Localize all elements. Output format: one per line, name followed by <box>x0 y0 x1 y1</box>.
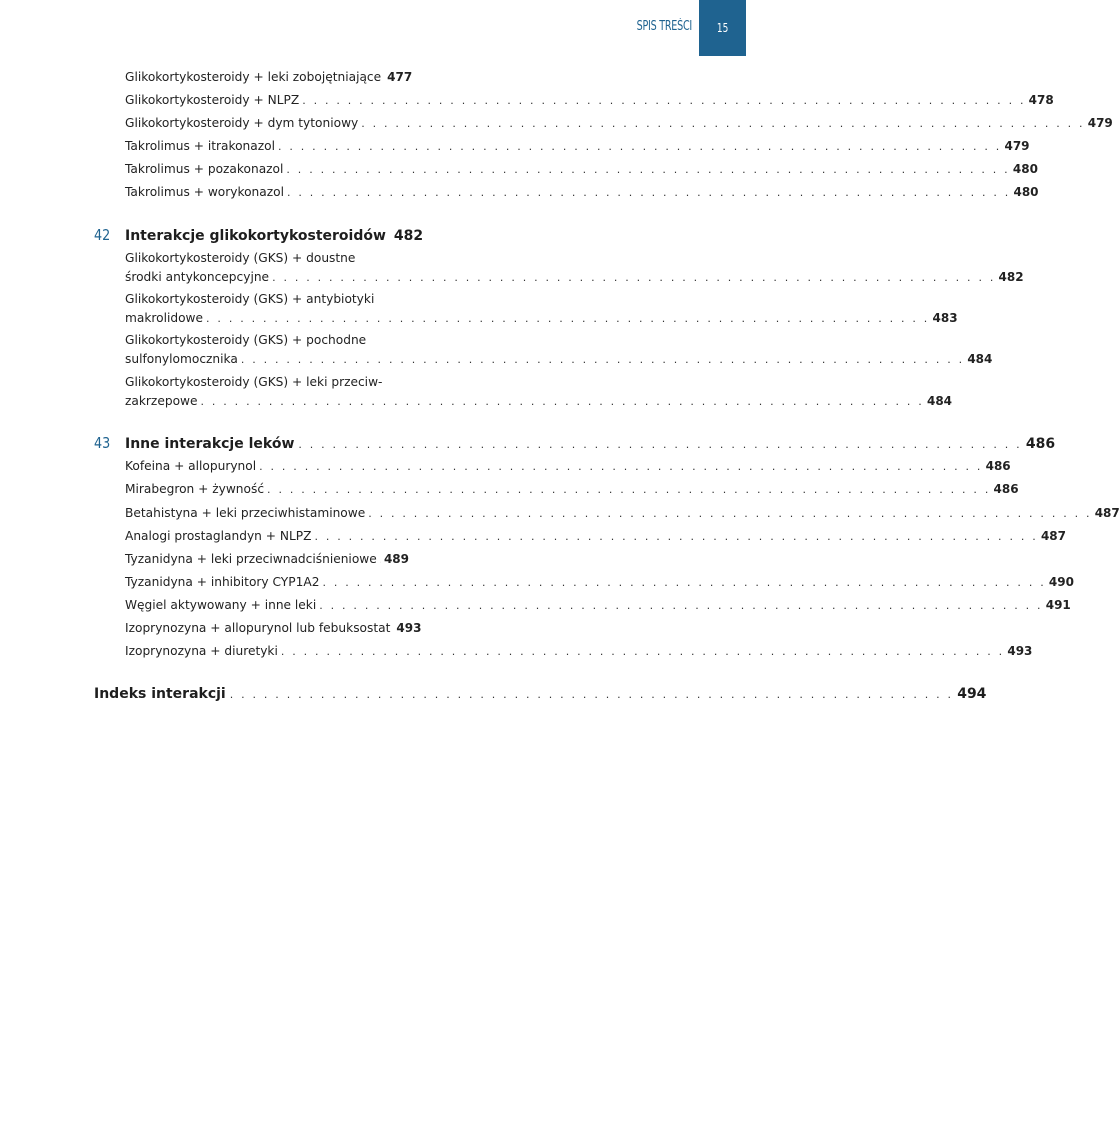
toc-entry[interactable] <box>125 480 1019 499</box>
entry-title: Izoprynozyna + diuretyki <box>125 644 278 658</box>
entry-title: Mirabegron + żywność <box>125 482 265 496</box>
section-title: SPIS TREŚCI <box>636 19 692 34</box>
chapter-page: 482 <box>393 228 424 244</box>
entry-title: Węgiel aktywowany + inne leki <box>125 598 317 612</box>
leader-dots: . . . . . . . . . . . . . . . . . . . . . . . . . . . . . . . . . . . . . . . . . . . . . . . . . . . . . . . . . . . . . . . . <box>240 353 965 366</box>
entry-title: Takrolimus + pozakonazol <box>125 162 284 176</box>
entry-page: 487 <box>1040 529 1066 543</box>
entry-page: 480 <box>1013 185 1039 199</box>
leader-dots: . . . . . . . . . . . . . . . . . . . . . . . . . . . . . . . . . . . . . . . . . . . . . . . . . . . . . . . . . . . . . . . . <box>298 438 1022 451</box>
chapter-heading[interactable] <box>94 225 424 247</box>
toc-entry[interactable] <box>125 550 409 569</box>
toc-entry[interactable] <box>125 504 1120 523</box>
entry-page: 486 <box>993 482 1019 496</box>
leader-dots: . . . . . . . . . . . . . . . . . . . . . . . . . . . . . . . . . . . . . . . . . . . . . . . . . . . . . . . . . . . . . . . . <box>280 645 1005 658</box>
index-heading[interactable] <box>94 684 987 705</box>
entry-page: 480 <box>1012 162 1038 176</box>
leader-dots: . . . . . . . . . . . . . . . . . . . . . . . . . . . . . . . . . . . . . . . . . . . . . . . . . . . . . . . . . . . . . . . . <box>286 163 1010 176</box>
leader-dots: . . . . . . . . . . . . . . . . . . . . . . . . . . . . . . . . . . . . . . . . . . . . . . . . . . . . . . . . . . . . . . . . <box>200 395 924 408</box>
toc-entry[interactable] <box>125 249 1024 287</box>
entry-page: 493 <box>1007 644 1033 658</box>
toc-entry[interactable] <box>125 137 1030 156</box>
entry-title: Glikokortykosteroidy + dym tytoniowy <box>125 116 359 130</box>
entry-page: 486 <box>985 459 1011 473</box>
leader-dots: . . . . . . . . . . . . . . . . . . . . . . . . . . . . . . . . . . . . . . . . . . . . . . . . . . . . . . . . . . . . . . . . <box>272 271 996 284</box>
entry-page: 490 <box>1048 575 1074 589</box>
leader-dots: . . . . . . . . . . . . . . . . . . . . . . . . . . . . . . . . . . . . . . . . . . . . . . . . . . . . . . . . . . . . . . . . <box>302 94 1026 107</box>
entry-title-line2: środki antykoncepcyjne <box>125 270 270 284</box>
chapter-number: 43 <box>94 434 111 452</box>
leader-dots <box>380 550 381 569</box>
leader-dots: . . . . . . . . . . . . . . . . . . . . . . . . . . . . . . . . . . . . . . . . . . . . . . . . . . . . . . . . . . . . . . . . <box>319 599 1043 612</box>
page-number: 15 <box>716 21 729 35</box>
leader-dots: . . . . . . . . . . . . . . . . . . . . . . . . . . . . . . . . . . . . . . . . . . . . . . . . . . . . . . . . . . . . . . . . <box>322 576 1046 589</box>
entry-page: 484 <box>926 394 953 408</box>
entry-title-line1: Glikokortykosteroidy (GKS) + doustne <box>125 251 356 265</box>
entry-title: Takrolimus + worykonazol <box>125 185 284 199</box>
chapter-title: Inne interakcje leków <box>125 436 295 452</box>
toc-entry[interactable] <box>125 160 1038 179</box>
chapter-number: 42 <box>94 226 111 244</box>
entry-title-line2: sulfonylomocznika <box>125 352 238 366</box>
entry-title: Izoprynozyna + allopurynol lub febuksostat <box>125 621 391 635</box>
leader-dots: . . . . . . . . . . . . . . . . . . . . . . . . . . . . . . . . . . . . . . . . . . . . . . . . . . . . . . . . . . . . . . . . <box>267 483 991 496</box>
entry-page: 491 <box>1045 598 1071 612</box>
leader-dots: . . . . . . . . . . . . . . . . . . . . . . . . . . . . . . . . . . . . . . . . . . . . . . . . . . . . . . . . . . . . . . . . <box>278 140 1002 153</box>
entry-page: 493 <box>396 621 422 635</box>
entry-title-line2: zakrzepowe <box>125 394 198 408</box>
page-number-tab <box>699 0 746 56</box>
entry-page: 479 <box>1087 116 1113 130</box>
leader-dots: . . . . . . . . . . . . . . . . . . . . . . . . . . . . . . . . . . . . . . . . . . . . . . . . . . . . . . . . . . . . . . . . <box>287 186 1011 199</box>
toc-entry[interactable] <box>125 642 1033 661</box>
entry-title: Glikokortykosteroidy + leki zobojętniające <box>125 70 382 84</box>
entry-title: Takrolimus + itrakonazol <box>125 139 275 153</box>
entry-page: 483 <box>932 311 958 325</box>
toc-entry[interactable] <box>125 527 1066 546</box>
chapter-title: Interakcje glikokortykosteroidów <box>125 228 386 244</box>
entry-title: Betahistyna + leki przeciwhistaminowe <box>125 506 366 520</box>
chapter-page: 486 <box>1025 436 1056 452</box>
toc-entry[interactable] <box>125 619 422 638</box>
entry-page: 477 <box>387 70 413 84</box>
toc-entry[interactable] <box>125 114 1113 133</box>
leader-dots: . . . . . . . . . . . . . . . . . . . . . . . . . . . . . . . . . . . . . . . . . . . . . . . . . . . . . . . . . . . . . . . . <box>229 688 954 701</box>
leader-dots: . . . . . . . . . . . . . . . . . . . . . . . . . . . . . . . . . . . . . . . . . . . . . . . . . . . . . . . . . . . . . . . . <box>206 312 930 325</box>
entry-title-line1: Glikokortykosteroidy (GKS) + pochodne <box>125 333 367 347</box>
entry-page: 478 <box>1028 93 1054 107</box>
toc-entry[interactable] <box>125 91 1054 110</box>
index-title: Indeks interakcji <box>94 686 226 702</box>
leader-dots: . . . . . . . . . . . . . . . . . . . . . . . . . . . . . . . . . . . . . . . . . . . . . . . . . . . . . . . . . . . . . . . . <box>361 117 1085 130</box>
toc-entry[interactable] <box>125 183 1039 202</box>
entry-page: 484 <box>967 352 993 366</box>
leader-dots: . . . . . . . . . . . . . . . . . . . . . . . . . . . . . . . . . . . . . . . . . . . . . . . . . . . . . . . . . . . . . . . . <box>314 530 1038 543</box>
toc-entry[interactable] <box>125 290 958 328</box>
leader-dots: . . . . . . . . . . . . . . . . . . . . . . . . . . . . . . . . . . . . . . . . . . . . . . . . . . . . . . . . . . . . . . . . <box>368 507 1092 520</box>
index-page: 494 <box>957 686 987 702</box>
entry-title-line2: makrolidowe <box>125 311 204 325</box>
chapter-heading[interactable] <box>94 433 1056 455</box>
entry-title-line1: Glikokortykosteroidy (GKS) + antybiotyki <box>125 292 375 306</box>
entry-page: 489 <box>383 552 409 566</box>
toc-entry[interactable] <box>125 457 1011 476</box>
entry-title: Tyzanidyna + inhibitory CYP1A2 <box>125 575 320 589</box>
toc-entry[interactable] <box>125 68 413 87</box>
toc-entry[interactable] <box>125 373 953 411</box>
entry-title: Tyzanidyna + leki przeciwnadciśnieniowe <box>125 552 377 566</box>
entry-page: 487 <box>1094 506 1120 520</box>
entry-page: 482 <box>998 270 1024 284</box>
entry-title-line1: Glikokortykosteroidy (GKS) + leki przeciw- <box>125 375 383 389</box>
toc-entry[interactable] <box>125 573 1074 592</box>
entry-title: Analogi prostaglandyn + NLPZ <box>125 529 312 543</box>
entry-title: Glikokortykosteroidy + NLPZ <box>125 93 300 107</box>
entry-title: Kofeina + allopurynol <box>125 459 257 473</box>
entry-page: 479 <box>1004 139 1030 153</box>
toc-entry[interactable] <box>125 331 993 369</box>
toc-entry[interactable] <box>125 596 1071 615</box>
leader-dots: . . . . . . . . . . . . . . . . . . . . . . . . . . . . . . . . . . . . . . . . . . . . . . . . . . . . . . . . . . . . . . . . <box>259 460 983 473</box>
